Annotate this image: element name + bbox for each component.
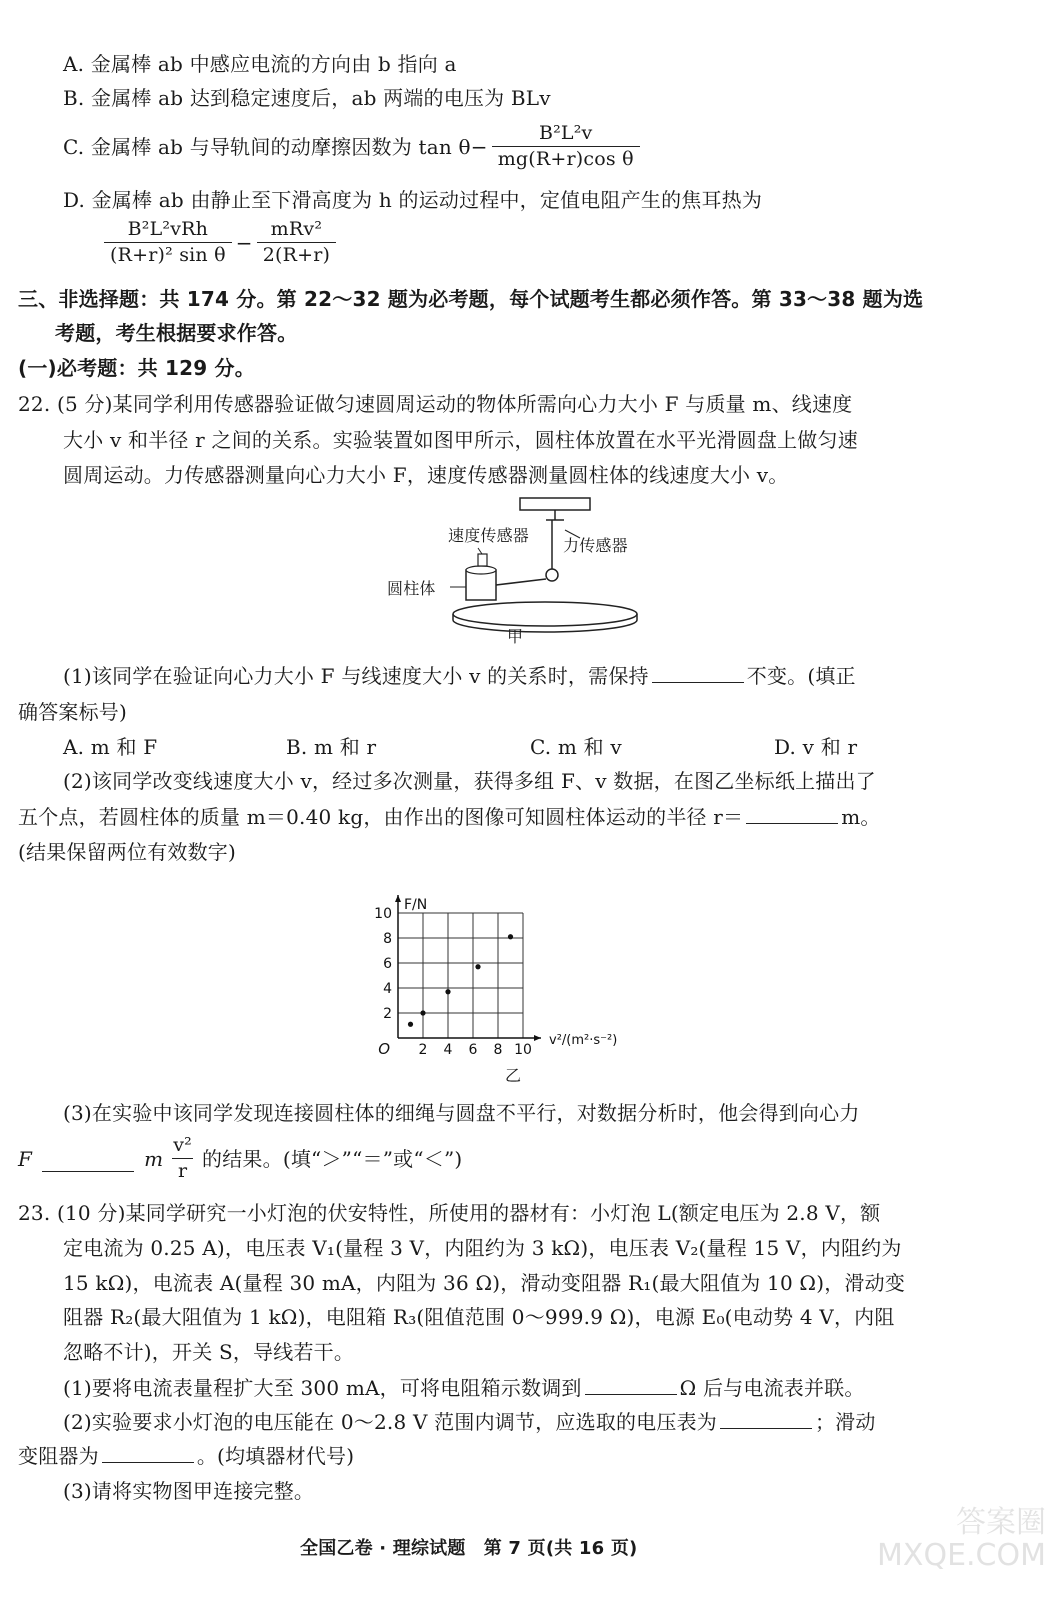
page-footer: 全国乙卷 · 理综试题 第 7 页(共 16 页) <box>300 1538 638 1559</box>
q23-line-5: 忽略不计)，开关 S，导线若干。 <box>63 1340 355 1364</box>
option-d-fraction-1 <box>104 220 232 265</box>
option-c-numerator: B²L²v <box>538 122 593 144</box>
q22-part3-fraction <box>167 1136 198 1181</box>
data-point <box>508 934 513 939</box>
x-axis-arrow <box>534 1035 541 1041</box>
q22-part3-line1: (3)在实验中该同学发现连接圆柱体的细绳与圆盘不平行，对数据分析时，他会得到向心力 <box>63 1101 860 1125</box>
force-sensor-label: 力传感器 <box>563 536 628 555</box>
option-d-formula <box>100 220 340 265</box>
string <box>496 579 546 585</box>
y-tick-label: 2 <box>383 1006 392 1022</box>
top-mount <box>520 498 590 510</box>
q22-part2-line2 <box>18 807 881 827</box>
q22-line-3: 圆周运动。力传感器测量向心力大小 F，速度传感器测量圆柱体的线速度大小 v。 <box>63 463 789 487</box>
q22-part1 <box>63 666 856 686</box>
option-d-denominator-1: (R+r)² sin θ <box>104 242 232 265</box>
q22-part3-denominator: r <box>172 1158 193 1181</box>
q23-part2-line2 <box>18 1446 354 1466</box>
answer-blank-1[interactable] <box>652 681 744 683</box>
y-tick-label: 4 <box>383 981 392 997</box>
q22-part2-unit: m。 <box>841 805 881 829</box>
q22-part2-text: 五个点，若圆柱体的质量 m＝0.40 kg，由作出的图像可知圆柱体运动的半径 r＝ <box>18 805 744 829</box>
answer-blank-2[interactable] <box>746 822 838 824</box>
origin-label: O <box>378 1040 390 1058</box>
q23-part2-tail2: 。(均填器材代号) <box>196 1444 355 1468</box>
rotating-disc <box>453 602 637 626</box>
option-d-denominator-2: 2(R+r) <box>257 242 336 265</box>
force-sensor-pulley <box>546 569 558 581</box>
q23-line-4: 阻器 R₂(最大阻值为 1 kΩ)，电阻箱 R₃(阻值范围 0～999.9 Ω)，电源 E₀(电动势 4 V，内阻 <box>63 1305 895 1329</box>
q23-part1-text: (1)要将电流表量程扩大至 300 mA，可将电阻箱示数调到 <box>63 1376 582 1400</box>
q22-option-d: D. v 和 r <box>774 735 858 759</box>
data-point <box>408 1022 413 1027</box>
subsection-heading: (一)必考题：共 129 分。 <box>18 356 255 380</box>
q23-line-2: 定电流为 0.25 A)，电压表 V₁(量程 3 V，内阻约为 3 kΩ)，电压表 V₂(量程 15 V，内阻约为 <box>63 1236 902 1260</box>
q22-part3-numerator: v² <box>173 1134 193 1156</box>
option-c <box>63 124 644 169</box>
option-d-minus: − <box>235 230 253 255</box>
q23-line-1: 23. (10 分)某同学研究一小灯泡的伏安特性，所使用的器材有：小灯泡 L(额定电压为 2.8 V，额 <box>18 1201 881 1225</box>
cylinder-label: 圆柱体 <box>387 579 436 598</box>
q22-part3-line2 <box>18 1136 462 1181</box>
speed-sensor-shape <box>478 554 487 566</box>
option-b: B. 金属棒 ab 达到稳定速度后，ab 两端的电压为 BLv <box>63 86 551 110</box>
q22-part3-f: F <box>18 1146 33 1171</box>
data-point <box>420 1010 425 1015</box>
q22-part3-tail: 的结果。(填“＞”“＝”或“＜”) <box>202 1146 463 1171</box>
q22-option-b: B. m 和 r <box>286 735 377 759</box>
option-d-numerator-1: B²L²vRh <box>127 218 209 240</box>
q22-line-2: 大小 v 和半径 r 之间的关系。实验装置如图甲所示，圆柱体放置在水平光滑圆盘上做匀速 <box>63 428 858 452</box>
x-axis-label: v²/(m²·s⁻²) <box>549 1033 618 1048</box>
q22-part1-tail: 不变。(填正 <box>746 664 856 688</box>
q23-part2 <box>63 1412 876 1432</box>
y-axis-label: F/N <box>404 897 428 913</box>
q22-line-1: 22. (5 分)某同学利用传感器验证做匀速圆周运动的物体所需向心力大小 F 与质量 m、线速度 <box>18 392 853 416</box>
x-tick-label: 2 <box>418 1042 428 1058</box>
q22-part2-line1: (2)该同学改变线速度大小 v，经过多次测量，获得多组 F、v 数据，在图乙坐标纸上描出了 <box>63 769 876 793</box>
q22-part3-m: m <box>144 1146 164 1171</box>
q23-part2-tail: ；滑动 <box>814 1410 876 1434</box>
watermark-logo: 答案圈 MXQE.COM <box>877 1505 1046 1573</box>
speed-sensor-label: 速度传感器 <box>448 526 530 545</box>
y-axis-arrow <box>395 895 401 902</box>
force-velocity-chart <box>360 868 660 1068</box>
option-a: A. 金属棒 ab 中感应电流的方向由 b 指向 a <box>63 52 457 76</box>
option-c-fraction <box>492 124 640 169</box>
q23-line-3: 15 kΩ)，电流表 A(量程 30 mA，内阻为 36 Ω)，滑动变阻器 R₁(最大阻值为 10 Ω)，滑动变 <box>63 1271 906 1295</box>
answer-blank-4[interactable] <box>585 1393 677 1395</box>
option-c-text: C. 金属棒 ab 与导轨间的动摩擦因数为 tan θ− <box>63 134 488 159</box>
answer-blank-6[interactable] <box>102 1461 194 1463</box>
option-c-denominator: mg(R+r)cos θ <box>492 146 640 169</box>
q22-part1-text: (1)该同学在验证向心力大小 F 与线速度大小 v 的关系时，需保持 <box>63 664 649 688</box>
x-tick-label: 6 <box>468 1042 478 1058</box>
x-tick-label: 8 <box>493 1042 503 1058</box>
y-tick-label: 10 <box>374 906 392 922</box>
data-point <box>445 989 450 994</box>
q23-part1 <box>63 1378 865 1398</box>
q23-part2-text2: 变阻器为 <box>18 1444 99 1468</box>
answer-blank-3[interactable] <box>42 1170 134 1172</box>
q23-part1-tail: Ω 后与电流表并联。 <box>679 1376 865 1400</box>
section-heading-cont: 考题，考生根据要求作答。 <box>55 321 298 345</box>
q23-part3: (3)请将实物图甲连接完整。 <box>63 1479 315 1503</box>
q22-option-a: A. m 和 F <box>63 735 158 759</box>
q22-option-c: C. m 和 v <box>530 735 622 759</box>
data-point <box>475 964 480 969</box>
y-tick-label: 8 <box>383 931 392 947</box>
option-d-numerator-2: mRv² <box>270 218 323 240</box>
section-heading: 三、非选择题：共 174 分。第 22～32 题为必考题，每个试题考生都必须作答。第 33～38 题为选 <box>18 287 924 311</box>
option-d-fraction-2 <box>257 220 336 265</box>
x-tick-label: 4 <box>443 1042 453 1058</box>
answer-blank-5[interactable] <box>720 1427 812 1429</box>
q22-part1-line2: 确答案标号) <box>18 700 128 724</box>
y-tick-label: 6 <box>383 956 392 972</box>
option-d-text: D. 金属棒 ab 由静止至下滑高度为 h 的运动过程中，定值电阻产生的焦耳热为 <box>63 188 763 212</box>
q23-part2-text: (2)实验要求小灯泡的电压能在 0～2.8 V 范围内调节，应选取的电压表为 <box>63 1410 717 1434</box>
figure-b-caption: 乙 <box>505 1066 522 1085</box>
q22-part2-line3: (结果保留两位有效数字) <box>18 840 237 864</box>
x-tick-label: 10 <box>514 1042 532 1058</box>
figure-a-caption: 甲 <box>507 627 524 646</box>
